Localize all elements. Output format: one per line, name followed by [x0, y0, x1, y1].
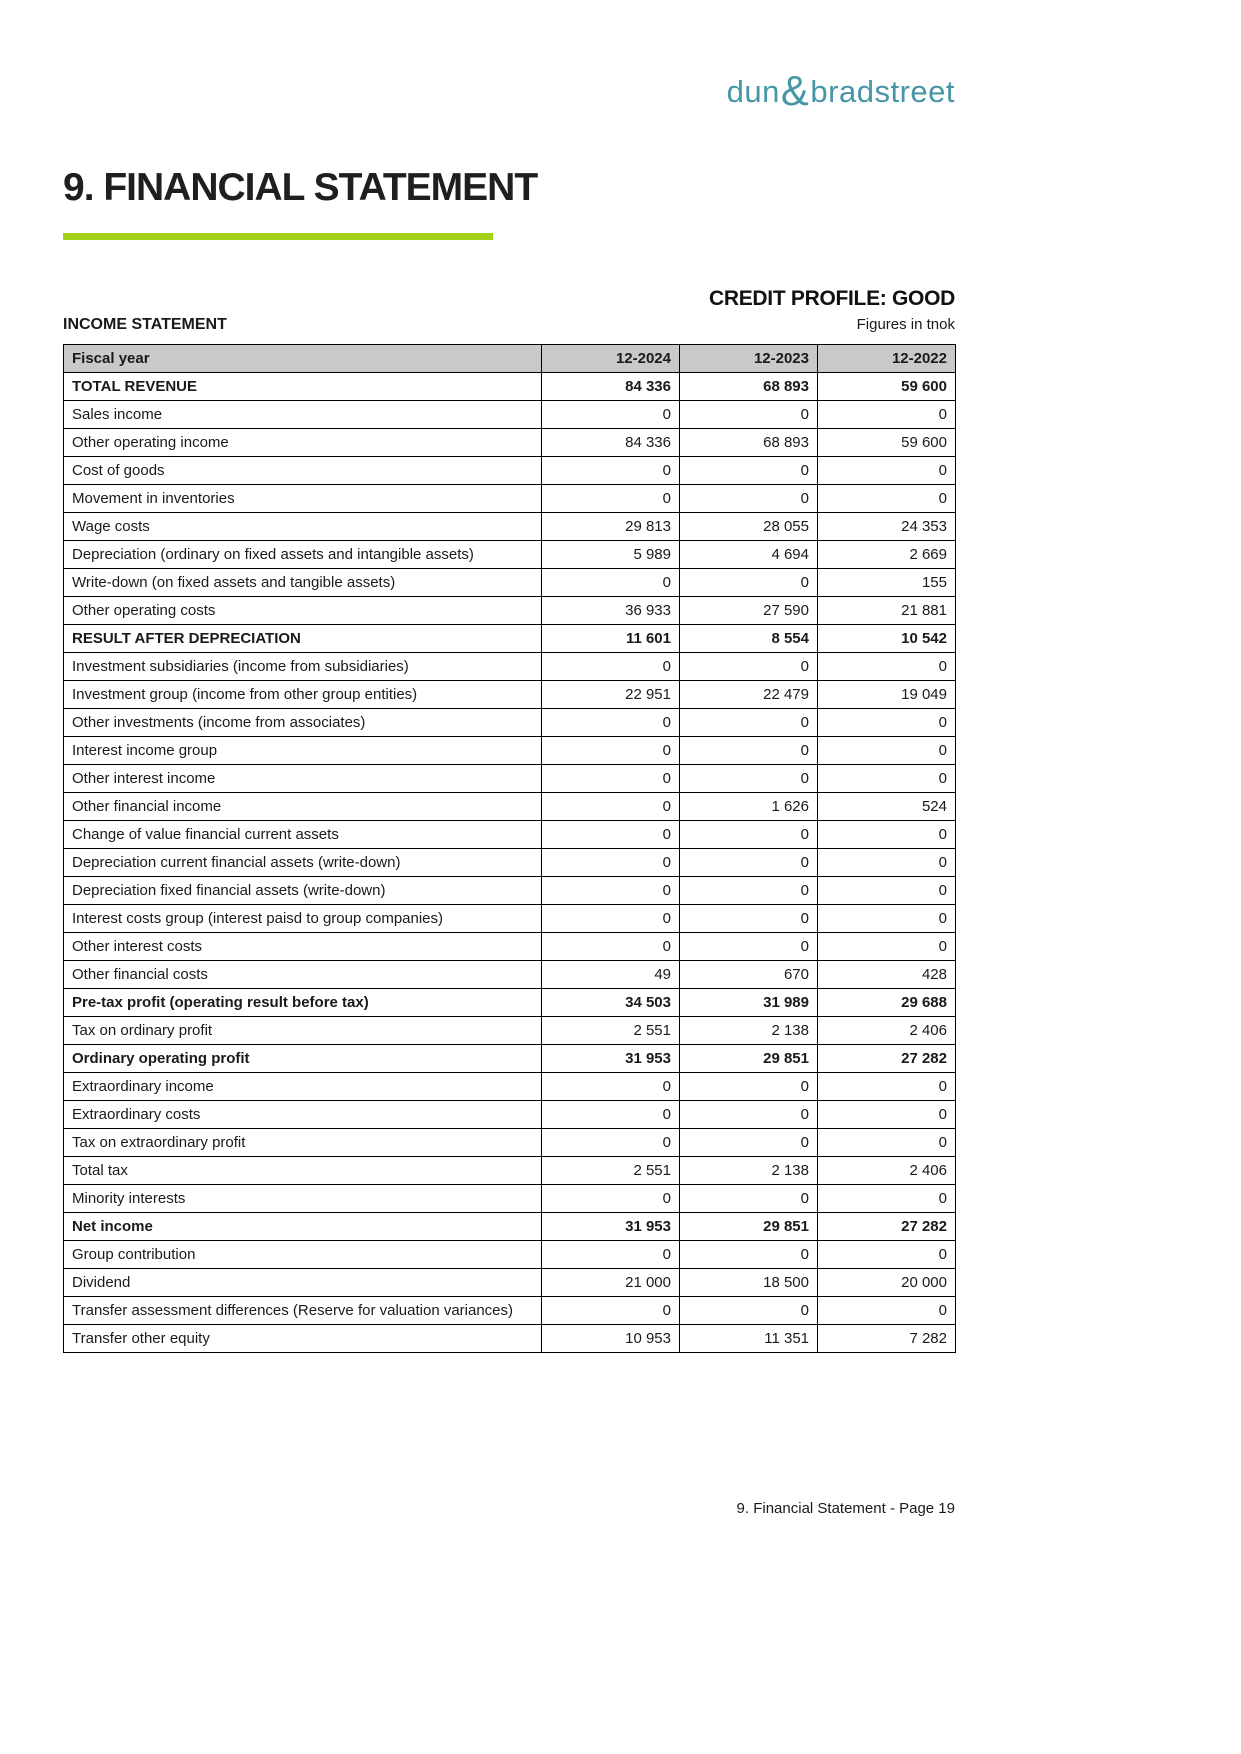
- row-value: 31 989: [680, 989, 818, 1017]
- page-footer: 9. Financial Statement - Page 19: [736, 1500, 955, 1517]
- row-value: 31 953: [542, 1045, 680, 1073]
- row-value: 0: [680, 1129, 818, 1157]
- row-value: 0: [818, 653, 956, 681]
- row-value: 84 336: [542, 373, 680, 401]
- credit-profile-badge: CREDIT PROFILE: GOOD: [708, 287, 955, 310]
- row-label: Other interest income: [64, 765, 542, 793]
- row-value: 0: [542, 737, 680, 765]
- row-value: 0: [818, 485, 956, 513]
- table-row: [64, 653, 956, 681]
- row-value: 21 000: [542, 1269, 680, 1297]
- row-value: 27 282: [818, 1045, 956, 1073]
- row-value: 59 600: [818, 429, 956, 457]
- row-value: 2 406: [818, 1157, 956, 1185]
- row-value: 22 479: [680, 681, 818, 709]
- column-header-period: 12-2023: [680, 345, 818, 373]
- row-label: Group contribution: [64, 1241, 542, 1269]
- row-value: 68 893: [680, 429, 818, 457]
- units-note: Figures in tnok: [856, 316, 955, 333]
- row-label: Tax on ordinary profit: [64, 1017, 542, 1045]
- table-row: [64, 429, 956, 457]
- row-value: 27 590: [680, 597, 818, 625]
- row-value: 24 353: [818, 513, 956, 541]
- row-value: 0: [680, 485, 818, 513]
- row-value: 2 551: [542, 1017, 680, 1045]
- table-row: [64, 1129, 956, 1157]
- row-value: 22 951: [542, 681, 680, 709]
- table-row: [64, 485, 956, 513]
- row-value: 0: [542, 849, 680, 877]
- row-label: Change of value financial current assets: [64, 821, 542, 849]
- row-value: 0: [818, 457, 956, 485]
- row-value: 59 600: [818, 373, 956, 401]
- row-label: Other operating costs: [64, 597, 542, 625]
- row-value: 0: [818, 737, 956, 765]
- row-label: Interest income group: [64, 737, 542, 765]
- table-row: [64, 625, 956, 653]
- table-row: [64, 681, 956, 709]
- row-value: 428: [818, 961, 956, 989]
- table-row: [64, 1101, 956, 1129]
- row-value: 0: [680, 1241, 818, 1269]
- ampersand-icon: &: [780, 67, 810, 114]
- row-value: 0: [680, 401, 818, 429]
- row-value: 0: [542, 569, 680, 597]
- row-value: 0: [680, 905, 818, 933]
- row-label: Wage costs: [64, 513, 542, 541]
- row-value: 0: [818, 401, 956, 429]
- row-value: 0: [818, 1297, 956, 1325]
- row-value: 0: [680, 569, 818, 597]
- row-value: 31 953: [542, 1213, 680, 1241]
- table-row: [64, 765, 956, 793]
- row-value: 0: [542, 1129, 680, 1157]
- row-value: 0: [680, 821, 818, 849]
- row-label: TOTAL REVENUE: [64, 373, 542, 401]
- row-value: 0: [680, 933, 818, 961]
- row-label: Depreciation current financial assets (write-down): [64, 849, 542, 877]
- title-underline: [63, 233, 493, 240]
- row-value: 0: [542, 1101, 680, 1129]
- row-value: 34 503: [542, 989, 680, 1017]
- row-value: 0: [542, 1073, 680, 1101]
- row-label: Write-down (on fixed assets and tangible assets): [64, 569, 542, 597]
- row-label: Other investments (income from associates): [64, 709, 542, 737]
- row-value: 49: [542, 961, 680, 989]
- table-row: [64, 905, 956, 933]
- row-label: Movement in inventories: [64, 485, 542, 513]
- row-label: Investment subsidiaries (income from subsidiaries): [64, 653, 542, 681]
- row-value: 0: [680, 737, 818, 765]
- row-label: Cost of goods: [64, 457, 542, 485]
- row-value: 155: [818, 569, 956, 597]
- row-value: 0: [542, 401, 680, 429]
- logo-text-bradstreet: bradstreet: [810, 74, 955, 109]
- row-label: Extraordinary income: [64, 1073, 542, 1101]
- row-value: 2 669: [818, 541, 956, 569]
- table-row: [64, 1157, 956, 1185]
- row-label: Transfer other equity: [64, 1325, 542, 1353]
- income-statement-table-wrap: [63, 344, 955, 1353]
- row-value: 2 138: [680, 1157, 818, 1185]
- row-label: Other financial income: [64, 793, 542, 821]
- row-value: 0: [818, 821, 956, 849]
- row-value: 0: [818, 849, 956, 877]
- table-row: [64, 513, 956, 541]
- table-row: [64, 1269, 956, 1297]
- row-value: 19 049: [818, 681, 956, 709]
- table-body: [64, 373, 956, 1353]
- row-value: 0: [680, 1073, 818, 1101]
- table-row: [64, 1073, 956, 1101]
- row-label: Depreciation fixed financial assets (write-down): [64, 877, 542, 905]
- row-label: Net income: [64, 1213, 542, 1241]
- table-row: [64, 1017, 956, 1045]
- table-row: [64, 373, 956, 401]
- table-row: [64, 793, 956, 821]
- row-value: 0: [680, 877, 818, 905]
- row-value: 0: [542, 1297, 680, 1325]
- row-value: 1 626: [680, 793, 818, 821]
- table-row: [64, 1325, 956, 1353]
- row-value: 27 282: [818, 1213, 956, 1241]
- row-value: 0: [680, 709, 818, 737]
- row-value: 36 933: [542, 597, 680, 625]
- row-value: 0: [818, 1101, 956, 1129]
- row-label: Total tax: [64, 1157, 542, 1185]
- row-value: 0: [818, 1073, 956, 1101]
- row-value: 0: [818, 1129, 956, 1157]
- row-label: Pre-tax profit (operating result before tax): [64, 989, 542, 1017]
- row-value: 0: [680, 653, 818, 681]
- row-value: 0: [818, 905, 956, 933]
- table-row: [64, 401, 956, 429]
- row-value: 0: [818, 1241, 956, 1269]
- row-value: 20 000: [818, 1269, 956, 1297]
- column-header-period: 12-2022: [818, 345, 956, 373]
- table-row: [64, 569, 956, 597]
- row-value: 0: [542, 933, 680, 961]
- row-value: 0: [680, 1297, 818, 1325]
- row-label: Investment group (income from other group entities): [64, 681, 542, 709]
- row-value: 0: [542, 905, 680, 933]
- row-value: 0: [542, 653, 680, 681]
- row-value: 0: [542, 1185, 680, 1213]
- row-value: 0: [818, 709, 956, 737]
- row-value: 0: [542, 709, 680, 737]
- table-row: [64, 597, 956, 625]
- row-value: 0: [818, 877, 956, 905]
- table-row: [64, 933, 956, 961]
- row-value: 68 893: [680, 373, 818, 401]
- row-label: Other interest costs: [64, 933, 542, 961]
- row-value: 0: [542, 793, 680, 821]
- row-value: 0: [680, 765, 818, 793]
- row-value: 2 138: [680, 1017, 818, 1045]
- row-value: 0: [542, 485, 680, 513]
- row-value: 28 055: [680, 513, 818, 541]
- row-value: 8 554: [680, 625, 818, 653]
- row-value: 2 406: [818, 1017, 956, 1045]
- row-value: 21 881: [818, 597, 956, 625]
- row-label: Ordinary operating profit: [64, 1045, 542, 1073]
- row-value: 0: [680, 1101, 818, 1129]
- row-value: 10 542: [818, 625, 956, 653]
- row-label: Interest costs group (interest paisd to group companies): [64, 905, 542, 933]
- row-value: 29 688: [818, 989, 956, 1017]
- row-value: 0: [542, 457, 680, 485]
- table-row: [64, 989, 956, 1017]
- row-label: Other financial costs: [64, 961, 542, 989]
- row-label: Extraordinary costs: [64, 1101, 542, 1129]
- table-row: [64, 737, 956, 765]
- row-value: 0: [818, 933, 956, 961]
- column-header-fiscal-year: Fiscal year: [64, 345, 542, 373]
- table-row: [64, 1045, 956, 1073]
- column-header-period: 12-2024: [542, 345, 680, 373]
- row-label: Tax on extraordinary profit: [64, 1129, 542, 1157]
- row-value: 5 989: [542, 541, 680, 569]
- row-value: 0: [680, 1185, 818, 1213]
- row-label: Dividend: [64, 1269, 542, 1297]
- row-value: 84 336: [542, 429, 680, 457]
- page-title: 9. FINANCIAL STATEMENT: [63, 166, 538, 209]
- section-label: INCOME STATEMENT: [63, 316, 227, 333]
- row-value: 29 813: [542, 513, 680, 541]
- table-row: [64, 1241, 956, 1269]
- table-meta-row: [63, 316, 955, 334]
- row-value: 29 851: [680, 1045, 818, 1073]
- table-row: [64, 849, 956, 877]
- row-value: 7 282: [818, 1325, 956, 1353]
- row-value: 0: [818, 765, 956, 793]
- row-value: 10 953: [542, 1325, 680, 1353]
- table-row: [64, 1185, 956, 1213]
- table-row: [64, 541, 956, 569]
- row-value: 2 551: [542, 1157, 680, 1185]
- row-label: Transfer assessment differences (Reserve for valuation variances): [64, 1297, 542, 1325]
- row-value: 18 500: [680, 1269, 818, 1297]
- row-value: 524: [818, 793, 956, 821]
- row-value: 0: [542, 765, 680, 793]
- table-row: [64, 1297, 956, 1325]
- dun-and-bradstreet-logo: [727, 64, 955, 112]
- table-header-row: [64, 345, 956, 373]
- table-row: [64, 457, 956, 485]
- row-value: 11 601: [542, 625, 680, 653]
- income-statement-table: [63, 344, 956, 1353]
- table-row: [64, 1213, 956, 1241]
- table-row: [64, 877, 956, 905]
- row-value: 11 351: [680, 1325, 818, 1353]
- table-row: [64, 961, 956, 989]
- row-label: RESULT AFTER DEPRECIATION: [64, 625, 542, 653]
- table-row: [64, 821, 956, 849]
- row-value: 0: [818, 1185, 956, 1213]
- row-label: Other operating income: [64, 429, 542, 457]
- row-label: Sales income: [64, 401, 542, 429]
- row-value: 0: [542, 1241, 680, 1269]
- table-row: [64, 709, 956, 737]
- row-value: 0: [542, 877, 680, 905]
- row-value: 670: [680, 961, 818, 989]
- row-value: 0: [680, 457, 818, 485]
- row-value: 0: [680, 849, 818, 877]
- row-value: 29 851: [680, 1213, 818, 1241]
- row-label: Minority interests: [64, 1185, 542, 1213]
- row-value: 0: [542, 821, 680, 849]
- row-value: 4 694: [680, 541, 818, 569]
- row-label: Depreciation (ordinary on fixed assets and intangible assets): [64, 541, 542, 569]
- logo-text-dun: dun: [726, 74, 780, 109]
